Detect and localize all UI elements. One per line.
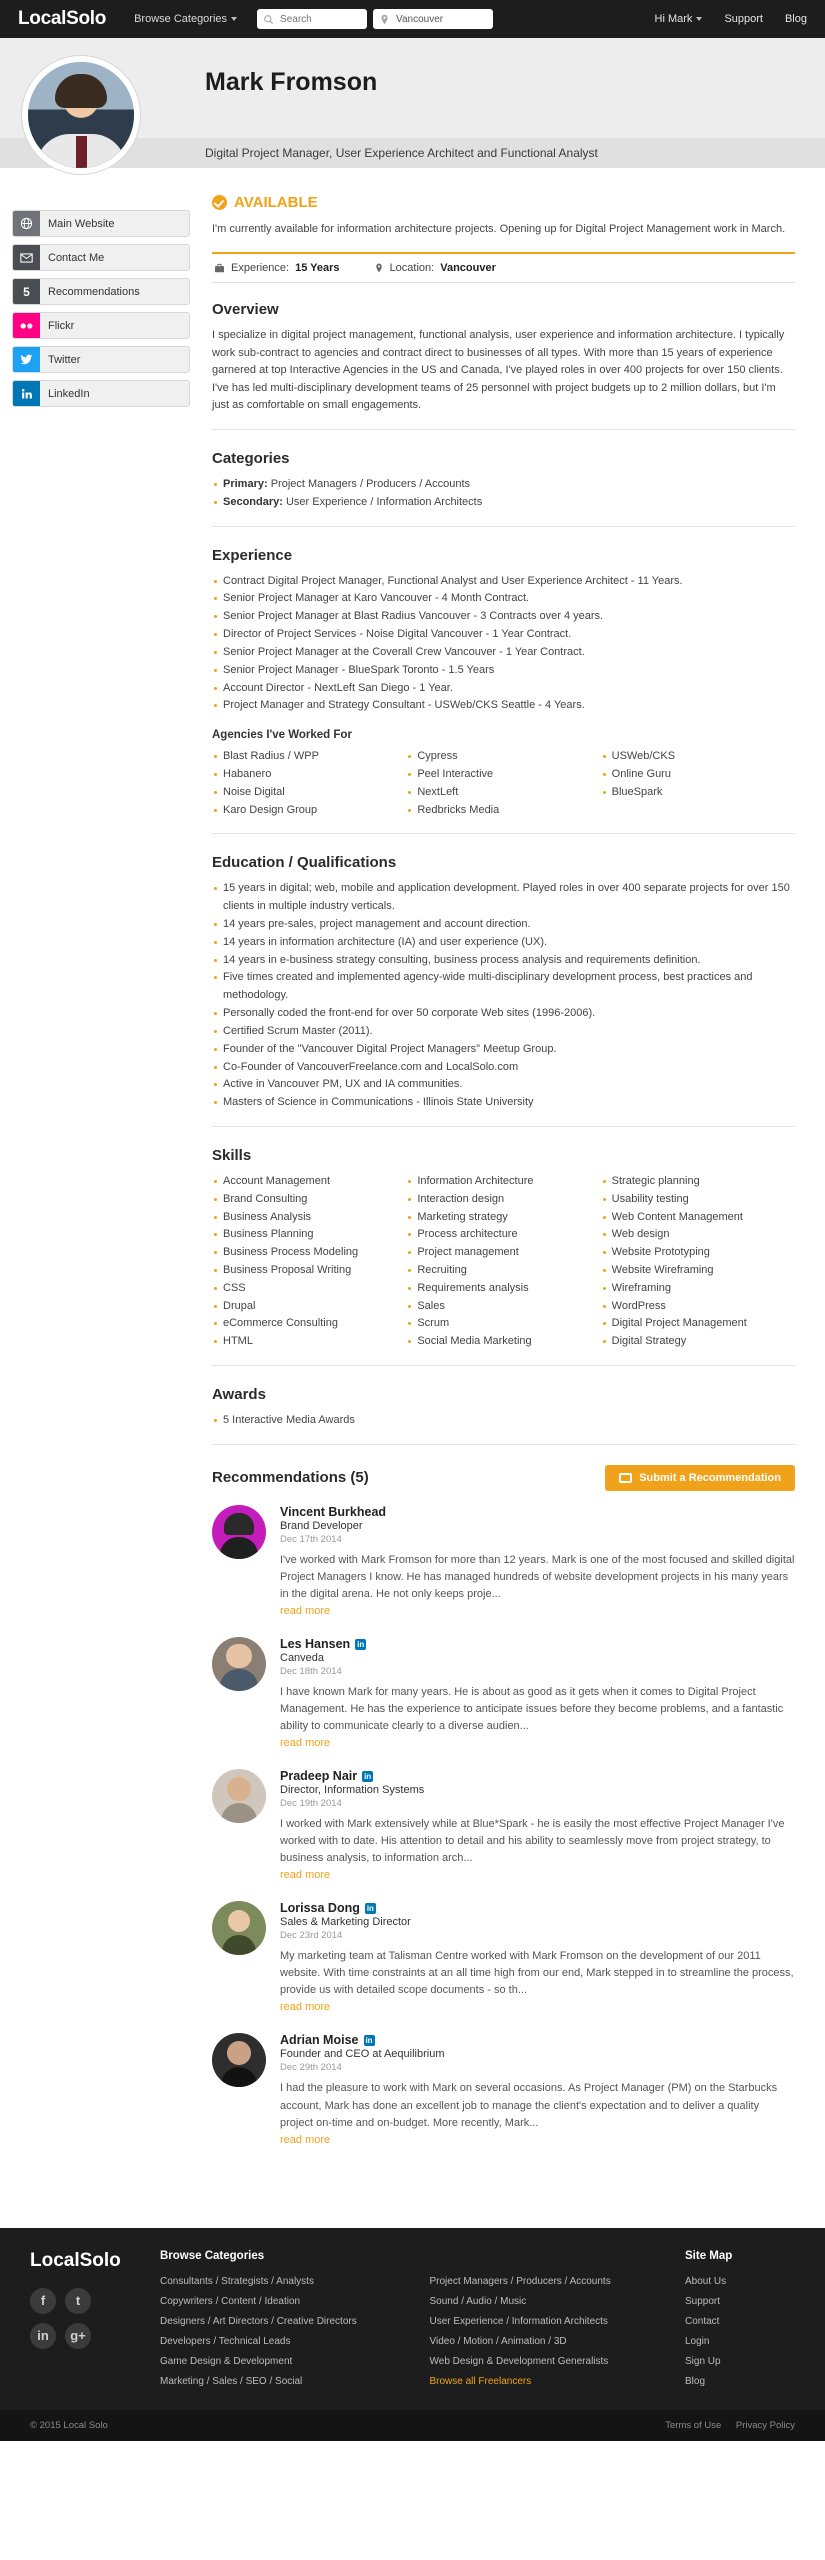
skills-section — [212, 1147, 795, 1366]
list-item: 14 years in e-business strategy consulting, business process analysis and requirements definition. — [212, 952, 795, 970]
list-item: Habanero — [212, 766, 406, 784]
awards-section — [212, 1386, 795, 1445]
awards-list — [212, 1412, 795, 1430]
list-item — [212, 494, 795, 512]
recommender-title: Canveda — [280, 1652, 325, 1665]
experience-value: 15 Years — [295, 262, 340, 275]
list-item: Sales — [406, 1298, 600, 1316]
recommendation-date: Dec 17th 2014 — [280, 1533, 342, 1545]
recommendation-text: I've worked with Mark Fromson for more than 12 years. Mark is one of the most focused and skilled digital Project Managers I know. He has managed hundreds of website development projects in his many years in the digital arena. He not only keeps proje... — [280, 1553, 795, 1600]
list-item: Masters of Science in Communications - Illinois State University — [212, 1094, 795, 1112]
list-item: Information Architecture — [406, 1173, 600, 1191]
category-label: Secondary: — [223, 495, 283, 508]
list-item: Wireframing — [601, 1280, 795, 1298]
overview-section — [212, 301, 795, 430]
twitter-icon[interactable]: t — [65, 2288, 91, 2314]
category-value: Project Managers / Producers / Accounts — [270, 478, 471, 491]
list-item[interactable]: Copywriters / Content / Ideation — [160, 2295, 301, 2307]
flickr-icon — [13, 312, 40, 339]
list-item[interactable]: Login — [685, 2335, 710, 2347]
footer-sitemap-column — [685, 2250, 795, 2392]
footer-categories-list-2 — [430, 2272, 686, 2392]
list-item: Senior Project Manager at the Coverall Crew Vancouver - 1 Year Contract. — [212, 644, 795, 662]
recommender-name-row — [280, 1505, 795, 1519]
list-item: CSS — [212, 1280, 406, 1298]
footer-sitemap-list — [685, 2272, 795, 2392]
experience-label: Experience: — [231, 262, 290, 275]
list-item: Digital Project Management — [601, 1315, 795, 1333]
list-item[interactable]: Blog — [685, 2375, 706, 2387]
list-item: Cypress — [406, 748, 600, 766]
map-pin-icon — [374, 262, 384, 274]
list-item: Web design — [601, 1226, 795, 1244]
list-item[interactable]: Sign Up — [685, 2355, 721, 2367]
list-item: Senior Project Manager - BlueSpark Toronto - 1.5 Years — [212, 662, 795, 680]
list-item[interactable]: Marketing / Sales / SEO / Social — [160, 2375, 303, 2387]
list-item: 14 years in information architecture (IA) and user experience (UX). — [212, 934, 795, 952]
read-more-link[interactable]: read more — [280, 2001, 331, 2014]
avatar — [212, 2033, 266, 2087]
categories-section — [212, 450, 795, 527]
footer-categories-list-1 — [160, 2272, 416, 2392]
skills-column-3 — [601, 1173, 795, 1351]
footer-categories-column — [160, 2250, 685, 2392]
list-item: WordPress — [601, 1298, 795, 1316]
list-item: Peel Interactive — [406, 766, 600, 784]
list-item: Interaction design — [406, 1191, 600, 1209]
avatar-tie — [76, 136, 87, 168]
list-item: Marketing strategy — [406, 1209, 600, 1227]
user-menu[interactable] — [655, 13, 703, 25]
footer-logo-solo: Solo — [79, 2249, 121, 2271]
list-item: Five times created and implemented agency-wide multi-disciplinary development process, best practices and methodology. — [212, 969, 795, 1005]
footer-logo[interactable] — [30, 2250, 160, 2272]
list-item: Active in Vancouver PM, UX and IA communities. — [212, 1076, 795, 1094]
recommendation-item — [212, 1505, 795, 1617]
sidebar-item-label: Contact Me — [48, 251, 105, 264]
list-item: Director of Project Services - Noise Digital Vancouver - 1 Year Contract. — [212, 626, 795, 644]
category-value: User Experience / Information Architects — [285, 495, 483, 508]
list-item: Brand Consulting — [212, 1191, 406, 1209]
twitter-icon — [13, 346, 40, 373]
list-item: Noise Digital — [212, 784, 406, 802]
list-item: Drupal — [212, 1298, 406, 1316]
list-item[interactable]: Sound / Audio / Music — [429, 2295, 527, 2307]
submit-recommendation-label: Submit a Recommendation — [639, 1471, 781, 1484]
list-item: Project Manager and Strategy Consultant - USWeb/CKS Seattle - 4 Years. — [212, 697, 795, 715]
list-item: Requirements analysis — [406, 1280, 600, 1298]
list-item: Process architecture — [406, 1226, 600, 1244]
skills-column-2 — [406, 1173, 600, 1351]
recommender-name-row — [280, 2033, 795, 2047]
agencies-title: Agencies I've Worked For — [212, 729, 352, 742]
list-item: Senior Project Manager at Karo Vancouver - 4 Month Contract. — [212, 590, 795, 608]
sidebar-item-twitter[interactable] — [12, 346, 190, 373]
footer-social-links — [30, 2288, 116, 2349]
footer-inner — [30, 2250, 795, 2392]
footer-logo-local: Local — [30, 2249, 80, 2271]
list-item[interactable]: Web Design & Development Generalists — [429, 2355, 609, 2367]
category-label: Primary: — [223, 478, 268, 491]
agencies-column-2 — [406, 748, 600, 819]
avatar — [212, 1769, 266, 1823]
footer-browse-title: Browse Categories — [160, 2249, 265, 2262]
awards-title: Awards — [212, 1386, 266, 1404]
terms-of-use-link[interactable]: Terms of Use — [665, 2419, 722, 2431]
read-more-link[interactable]: read more — [280, 1869, 331, 1882]
top-navigation-bar — [0, 0, 825, 38]
list-item[interactable]: Designers / Art Directors / Creative Directors — [160, 2315, 357, 2327]
footer-category-columns — [160, 2272, 685, 2392]
list-item[interactable]: Game Design & Development — [160, 2355, 293, 2367]
sidebar-item-label: Main Website — [48, 217, 115, 230]
footer — [0, 2228, 825, 2410]
recommender-title: Founder and CEO at Aequilibrium — [280, 2048, 445, 2061]
list-item: HTML — [212, 1333, 406, 1351]
read-more-link[interactable]: read more — [280, 1605, 331, 1618]
list-item: Project management — [406, 1244, 600, 1262]
footer-sitemap-title: Site Map — [685, 2249, 733, 2262]
envelope-icon — [13, 244, 40, 271]
sidebar-item-label: Twitter — [48, 353, 81, 366]
recommender-name: Adrian Moise — [280, 2033, 359, 2048]
list-item — [212, 476, 795, 494]
list-item: Recruiting — [406, 1262, 600, 1280]
linkedin-verified-icon: in — [365, 2035, 373, 2045]
copyright-text: © 2015 Local Solo — [30, 2419, 108, 2431]
sidebar-item-main-website[interactable] — [12, 210, 190, 237]
list-item: Business Proposal Writing — [212, 1262, 406, 1280]
list-item: Karo Design Group — [212, 802, 406, 820]
list-item: Blast Radius / WPP — [212, 748, 406, 766]
list-item: Account Management — [212, 1173, 406, 1191]
agencies-column-1 — [212, 748, 406, 819]
sidebar-item-contact-me[interactable] — [12, 244, 190, 271]
location-input[interactable] — [394, 13, 487, 26]
list-item: Contract Digital Project Manager, Functional Analyst and User Experience Architect - 11 Years. — [212, 573, 795, 591]
avatar — [212, 1901, 266, 1955]
location-meta — [374, 262, 496, 274]
recommendation-date: Dec 29th 2014 — [280, 2062, 342, 2074]
list-item: Certified Scrum Master (2011). — [212, 1023, 795, 1041]
location-label: Location: — [389, 262, 435, 275]
list-item: Senior Project Manager at Blast Radius Vancouver - 3 Contracts over 4 years. — [212, 608, 795, 626]
recommendation-item — [212, 1769, 795, 1881]
recommendation-body — [280, 1637, 795, 1749]
list-item: Strategic planning — [601, 1173, 795, 1191]
nav-support-link[interactable]: Support — [724, 13, 763, 25]
recommendations-section — [212, 1465, 795, 2180]
location-field-wrapper[interactable] — [373, 9, 493, 29]
list-item: eCommerce Consulting — [212, 1315, 406, 1333]
avatar — [212, 1505, 266, 1559]
logo-local-text: Local — [18, 8, 67, 29]
recommendation-date: Dec 23rd 2014 — [280, 1930, 343, 1942]
overview-text: I specialize in digital project management, functional analysis, user experience and information architecture. I typically work sub-contract to agencies and contract direct to businesses of all types. With more than 15 years of experience garnered at top Interactive Agencies in the US and Canada, I've played roles in over 400 projects for over 150 clients. I've has led multi-disciplinary development teams of 25 personnel with project budgets up to 2 million dollars, but I'm just as comfortable on small engagements. — [212, 329, 785, 412]
recommender-name: Les Hansen — [280, 1637, 351, 1652]
recommendation-text: I worked with Mark extensively while at Blue*Spark - he is easily the most effective Project Manager I've worked with to date. His attention to detail and his ability to seamlessly move from project strategy, to business analysis, to information arch... — [280, 1818, 785, 1865]
recommendation-date: Dec 19th 2014 — [280, 1798, 342, 1810]
nav-browse-categories-label: Browse Categories — [134, 13, 228, 25]
recommendations-header — [212, 1465, 795, 1491]
skills-column-1 — [212, 1173, 406, 1351]
profile-header — [0, 38, 825, 138]
recommendations-title: Recommendations (5) — [212, 1469, 369, 1487]
sidebar-item-recommendations[interactable] — [12, 278, 190, 305]
list-item: Redbricks Media — [406, 802, 600, 820]
comment-icon — [619, 1473, 632, 1483]
recommender-name: Vincent Burkhead — [280, 1504, 387, 1519]
availability-label: AVAILABLE — [234, 194, 318, 211]
recommendation-body — [280, 1505, 795, 1617]
list-item: Website Wireframing — [601, 1262, 795, 1280]
skills-title: Skills — [212, 1146, 252, 1164]
google-plus-icon[interactable]: g+ — [65, 2323, 91, 2349]
chevron-down-icon — [696, 17, 702, 21]
list-item: Account Director - NextLeft San Diego - 1 Year. — [212, 680, 795, 698]
search-field-wrapper[interactable] — [257, 9, 367, 29]
profile-subtitle: Digital Project Manager, User Experience Architect and Functional Analyst — [205, 146, 598, 160]
legal-links — [653, 2420, 795, 2431]
recommender-name-row — [280, 1769, 795, 1783]
list-item: Founder of the "Vancouver Digital Project Managers" Meetup Group. — [212, 1041, 795, 1059]
avatar — [22, 56, 140, 174]
list-item: Personally coded the front-end for over 50 corporate Web sites (1996-2006). — [212, 1005, 795, 1023]
list-item: Business Process Modeling — [212, 1244, 406, 1262]
recommender-name: Pradeep Nair — [280, 1769, 358, 1784]
location-value: Vancouver — [440, 262, 496, 275]
list-item: 14 years pre-sales, project management and account direction. — [212, 916, 795, 934]
recommender-name-row — [280, 1637, 795, 1651]
profile-meta-bar — [212, 252, 795, 283]
privacy-policy-link[interactable]: Privacy Policy — [735, 2419, 795, 2431]
top-nav-right-group — [655, 13, 807, 25]
list-item[interactable]: Contact — [685, 2315, 720, 2327]
recommendation-body — [280, 1901, 795, 2013]
sidebar-item-linkedin[interactable] — [12, 380, 190, 407]
list-item: Scrum — [406, 1315, 600, 1333]
list-item[interactable]: About Us — [685, 2275, 727, 2287]
user-menu-label: Hi Mark — [654, 13, 693, 25]
read-more-link[interactable]: read more — [280, 2133, 331, 2146]
globe-icon — [13, 210, 40, 237]
list-item: 5 Interactive Media Awards — [212, 1412, 795, 1430]
recommender-name: Lorissa Dong — [280, 1901, 360, 1916]
chevron-down-icon — [231, 17, 237, 21]
submit-recommendation-button[interactable] — [605, 1465, 795, 1491]
list-item: Social Media Marketing — [406, 1333, 600, 1351]
map-pin-icon — [379, 14, 390, 25]
sidebar-item-label: LinkedIn — [48, 387, 90, 400]
recommender-title: Director, Information Systems — [280, 1784, 425, 1797]
recommender-name-row — [280, 1901, 795, 1915]
read-more-link[interactable]: read more — [280, 1737, 331, 1750]
footer-brand-column — [30, 2250, 160, 2392]
list-item: BlueSpark — [601, 784, 795, 802]
copyright-bar — [0, 2410, 825, 2441]
search-input[interactable] — [278, 13, 361, 26]
list-item: Usability testing — [601, 1191, 795, 1209]
skills-columns — [212, 1173, 795, 1351]
list-item: Website Prototyping — [601, 1244, 795, 1262]
sidebar — [0, 178, 190, 2210]
list-item: Co-Founder of VancouverFreelance.com and LocalSolo.com — [212, 1059, 795, 1077]
sidebar-item-label: Flickr — [48, 319, 75, 332]
browse-all-freelancers-link[interactable]: Browse all Freelancers — [429, 2375, 532, 2387]
sidebar-item-label: Recommendations — [48, 285, 140, 298]
facebook-icon[interactable]: f — [30, 2288, 56, 2314]
list-item: Online Guru — [601, 766, 795, 784]
agencies-column-3 — [601, 748, 795, 819]
list-item[interactable]: Project Managers / Producers / Accounts — [429, 2275, 611, 2287]
categories-list — [212, 476, 795, 512]
overview-title: Overview — [212, 301, 279, 319]
list-item: NextLeft — [406, 784, 600, 802]
search-icon — [263, 14, 274, 25]
experience-list — [212, 573, 795, 716]
list-item[interactable]: User Experience / Information Architects — [429, 2315, 608, 2327]
linkedin-icon — [13, 380, 40, 407]
list-item: Digital Strategy — [601, 1333, 795, 1351]
list-item: Business Planning — [212, 1226, 406, 1244]
page-title: Mark Fromson — [205, 68, 378, 96]
list-item: USWeb/CKS — [601, 748, 795, 766]
list-item: Business Analysis — [212, 1209, 406, 1227]
list-item: 15 years in digital; web, mobile and application development. Played roles in over 400 separate projects for over 150 clients in multiple industry verticals. — [212, 880, 795, 916]
list-item[interactable]: Support — [685, 2295, 721, 2307]
main-content — [190, 178, 825, 2210]
recommendation-item — [212, 1901, 795, 2013]
experience-title: Experience — [212, 546, 293, 564]
linkedin-verified-icon: in — [357, 1639, 365, 1649]
nav-blog-link[interactable]: Blog — [784, 13, 807, 25]
experience-meta — [214, 262, 340, 274]
experience-section — [212, 547, 795, 835]
agencies-columns — [212, 748, 795, 819]
recommendations-count-icon: 5 — [13, 278, 40, 305]
nav-browse-categories[interactable] — [134, 13, 237, 25]
recommendation-item — [212, 2033, 795, 2145]
categories-title: Categories — [212, 450, 290, 468]
education-list — [212, 880, 795, 1112]
recommendation-text: I had the pleasure to work with Mark on several occasions. As Project Manager (PM) on the Starbucks account, Mark has done an excellent job to manage the client's expectation and to deliver a quality project on-time and on-budget. More recently, Mark... — [280, 2082, 778, 2129]
linkedin-verified-icon: in — [364, 1771, 372, 1781]
recommender-title: Sales & Marketing Director — [280, 1916, 411, 1929]
list-item[interactable]: Consultants / Strategists / Analysts — [160, 2275, 314, 2287]
availability-badge — [212, 194, 795, 211]
list-item[interactable]: Video / Motion / Animation / 3D — [429, 2335, 567, 2347]
briefcase-icon — [214, 263, 225, 274]
recommendation-date: Dec 18th 2014 — [280, 1666, 342, 1678]
check-circle-icon — [212, 195, 227, 210]
linkedin-icon[interactable]: in — [30, 2323, 56, 2349]
logo-solo-text: Solo — [66, 8, 107, 29]
site-logo[interactable] — [18, 8, 106, 30]
list-item[interactable]: Developers / Technical Leads — [160, 2335, 291, 2347]
education-section — [212, 854, 795, 1127]
list-item: Web Content Management — [601, 1209, 795, 1227]
recommendation-body — [280, 1769, 795, 1881]
availability-text: I'm currently available for information architecture projects. Opening up for Digital Project Management work in March. — [212, 223, 786, 235]
recommendation-text: My marketing team at Talisman Centre worked with Mark Fromson on the development of our 2011 website. With time constraints at an all time high from our end, Mark stepped in to streamline the process, provide us with detailed scope documents - so th... — [280, 1950, 794, 1997]
recommendation-body — [280, 2033, 795, 2145]
body-wrapper — [0, 168, 825, 2210]
avatar — [212, 1637, 266, 1691]
recommendation-item — [212, 1637, 795, 1749]
sidebar-item-flickr[interactable] — [12, 312, 190, 339]
recommendation-text: I have known Mark for many years. He is about as good as it gets when it comes to Digital Project Management. He has the experience to anticipate issues before they become problems, and a fantastic ability to communicate clearly to a diverse audien... — [280, 1686, 784, 1733]
recommender-title: Brand Developer — [280, 1519, 363, 1532]
education-title: Education / Qualifications — [212, 854, 397, 872]
linkedin-verified-icon: in — [366, 1903, 374, 1913]
